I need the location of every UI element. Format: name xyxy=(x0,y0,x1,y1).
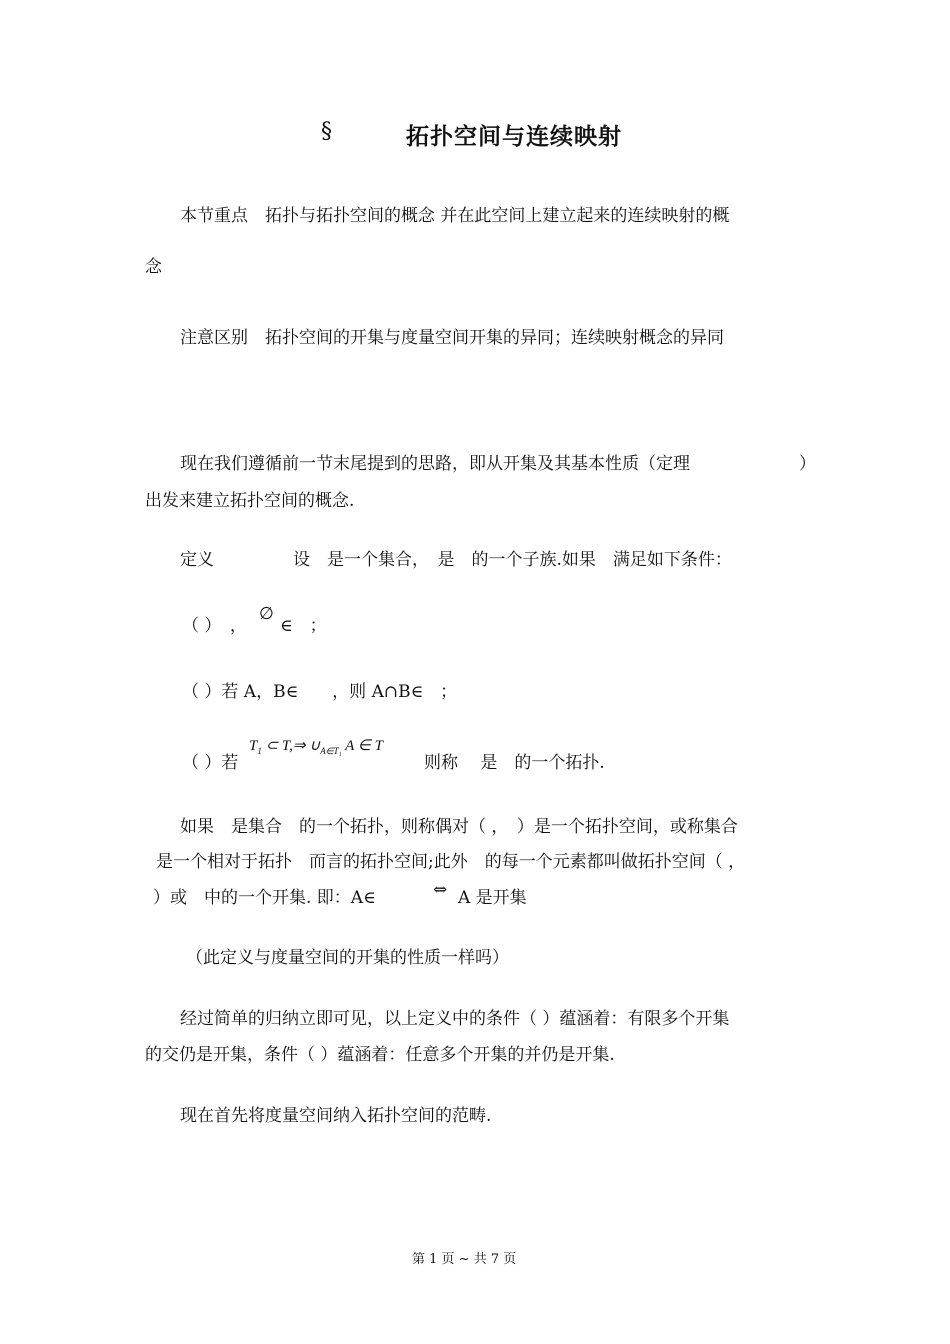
formula-part-c: A ∈ T xyxy=(341,738,383,754)
intro-line-1-end: ） xyxy=(799,454,816,474)
focus-line-2: 念 xyxy=(145,257,162,277)
formula-sub-1: 1 xyxy=(257,746,262,756)
page-footer: 第 1 页 ~ 共 7 页 xyxy=(412,1252,517,1267)
focus-line-1: 本节重点 拓扑与拓扑空间的概念 并在此空间上建立起来的连续映射的概 xyxy=(180,206,730,226)
formula-sub-2: A∈T₁ xyxy=(320,746,342,756)
intro-line-1: 现在我们遵循前一节末尾提到的思路，即从开集及其基本性质（定理 xyxy=(180,454,690,474)
space-def-line-1: 如果 是集合 的一个拓扑，则称偶对（ ， ）是一个拓扑空间，或称集合 xyxy=(180,817,738,837)
condition-1b: ∈ ； xyxy=(280,616,327,636)
page-title: 拓扑空间与连续映射 xyxy=(406,124,622,150)
condition-3-formula xyxy=(249,736,383,757)
formula-part-a: T xyxy=(249,738,258,754)
formula-part-b: ⊂ T,⇒ ∪ xyxy=(261,738,321,754)
question-line: （此定义与度量空间的开集的性质一样吗） xyxy=(186,948,509,968)
section-mark: § xyxy=(321,119,332,144)
space-def-line-3a: ）或 中的一个开集. 即：A∈ xyxy=(153,888,376,908)
space-def-line-3b: A 是开集 xyxy=(458,888,527,908)
equivalence-symbol: ⇔ xyxy=(433,880,448,900)
note-line: 注意区别 拓扑空间的开集与度量空间开集的异同；连续映射概念的异同 xyxy=(180,328,724,348)
definition-text: 设 是一个集合， 是 的一个子族.如果 满足如下条件： xyxy=(293,550,732,570)
condition-3a: （ ）若 xyxy=(182,753,239,773)
condition-2: （ ）若 A，B∈ ，则 A∩B∈ ； xyxy=(182,682,458,702)
closing-line: 现在首先将度量空间纳入拓扑空间的范畴. xyxy=(180,1106,492,1126)
summary-line-2: 的交仍是开集，条件（ ）蕴涵着：任意多个开集的并仍是开集. xyxy=(145,1045,615,1065)
condition-1a: （ ） ， xyxy=(182,616,247,636)
space-def-line-2: 是一个相对于拓扑 而言的拓扑空间;此外 的每一个元素都叫做拓扑空间（ ， xyxy=(156,852,746,872)
definition-label: 定义 xyxy=(180,550,214,570)
intro-line-2: 出发来建立拓扑空间的概念. xyxy=(145,491,355,511)
summary-line-1: 经过简单的归纳立即可见，以上定义中的条件（ ）蕴涵着：有限多个开集 xyxy=(180,1009,730,1029)
condition-3b: 则称 是 的一个拓扑. xyxy=(424,753,605,773)
empty-set-symbol: ∅ xyxy=(259,604,274,624)
